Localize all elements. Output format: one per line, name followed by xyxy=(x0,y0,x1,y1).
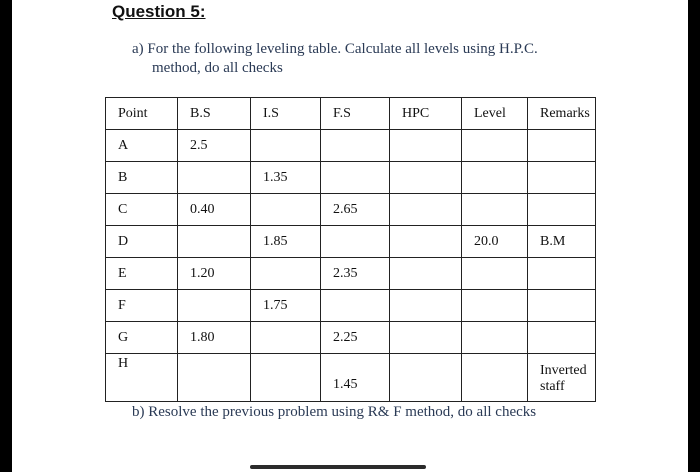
cell-point: A xyxy=(106,130,178,162)
table-row xyxy=(106,162,596,194)
header-fs: F.S xyxy=(321,98,390,130)
cell-fs xyxy=(321,162,390,194)
cell-point: C xyxy=(106,194,178,226)
table-row xyxy=(106,226,596,258)
cell-bs xyxy=(178,354,251,402)
cell-is: 1.75 xyxy=(251,290,321,322)
cell-is xyxy=(251,258,321,290)
header-bs: B.S xyxy=(178,98,251,130)
cell-remarks xyxy=(528,194,596,226)
table-header-row xyxy=(106,98,596,130)
cell-fs xyxy=(321,226,390,258)
cell-point: E xyxy=(106,258,178,290)
header-is: I.S xyxy=(251,98,321,130)
cell-bs: 0.40 xyxy=(178,194,251,226)
cell-remarks: B.M xyxy=(528,226,596,258)
cell-level xyxy=(462,354,528,402)
cell-is xyxy=(251,354,321,402)
table-row xyxy=(106,322,596,354)
cell-bs: 1.80 xyxy=(178,322,251,354)
cell-level xyxy=(462,194,528,226)
cell-remarks: Inverted staff xyxy=(528,354,596,402)
cell-hpc xyxy=(390,162,462,194)
document-page xyxy=(12,0,688,472)
cell-remarks xyxy=(528,130,596,162)
header-hpc: HPC xyxy=(390,98,462,130)
cell-is xyxy=(251,194,321,226)
cell-bs xyxy=(178,290,251,322)
cell-is: 1.85 xyxy=(251,226,321,258)
cell-bs: 2.5 xyxy=(178,130,251,162)
cell-point: D xyxy=(106,226,178,258)
cell-hpc xyxy=(390,322,462,354)
cell-fs: 1.45 xyxy=(321,354,390,402)
table-row xyxy=(106,194,596,226)
cell-bs xyxy=(178,226,251,258)
cell-point: B xyxy=(106,162,178,194)
part-a-line-2: method, do all checks xyxy=(152,60,283,76)
part-a-line-1: a) For the following leveling table. Calculate all levels using H.P.C. xyxy=(132,41,538,57)
table-row xyxy=(106,258,596,290)
cell-remarks xyxy=(528,162,596,194)
cell-hpc xyxy=(390,258,462,290)
cell-fs: 2.25 xyxy=(321,322,390,354)
cell-level xyxy=(462,322,528,354)
cell-level xyxy=(462,258,528,290)
cell-fs xyxy=(321,290,390,322)
cell-level xyxy=(462,290,528,322)
cell-bs xyxy=(178,162,251,194)
part-a-instructions xyxy=(132,40,612,78)
cell-fs xyxy=(321,130,390,162)
cell-hpc xyxy=(390,130,462,162)
cell-fs: 2.35 xyxy=(321,258,390,290)
cell-hpc xyxy=(390,290,462,322)
header-remarks: Remarks xyxy=(528,98,596,130)
cell-remarks xyxy=(528,258,596,290)
table-row xyxy=(106,354,596,402)
home-indicator-bar[interactable] xyxy=(250,465,426,469)
cell-remarks xyxy=(528,322,596,354)
header-level: Level xyxy=(462,98,528,130)
cell-level xyxy=(462,130,528,162)
cell-is xyxy=(251,130,321,162)
cell-level: 20.0 xyxy=(462,226,528,258)
cell-bs: 1.20 xyxy=(178,258,251,290)
cell-point: G xyxy=(106,322,178,354)
cell-fs: 2.65 xyxy=(321,194,390,226)
cell-hpc xyxy=(390,354,462,402)
table-row xyxy=(106,130,596,162)
cell-point: H xyxy=(106,354,178,402)
cell-point: F xyxy=(106,290,178,322)
cell-hpc xyxy=(390,226,462,258)
header-point: Point xyxy=(106,98,178,130)
question-title: Question 5: xyxy=(112,2,206,21)
table-row xyxy=(106,290,596,322)
cell-is xyxy=(251,322,321,354)
cell-remarks xyxy=(528,290,596,322)
cell-is: 1.35 xyxy=(251,162,321,194)
cell-hpc xyxy=(390,194,462,226)
part-b-instructions: b) Resolve the previous problem using R& F method, do all checks xyxy=(132,404,537,420)
cell-level xyxy=(462,162,528,194)
leveling-table xyxy=(105,97,596,402)
